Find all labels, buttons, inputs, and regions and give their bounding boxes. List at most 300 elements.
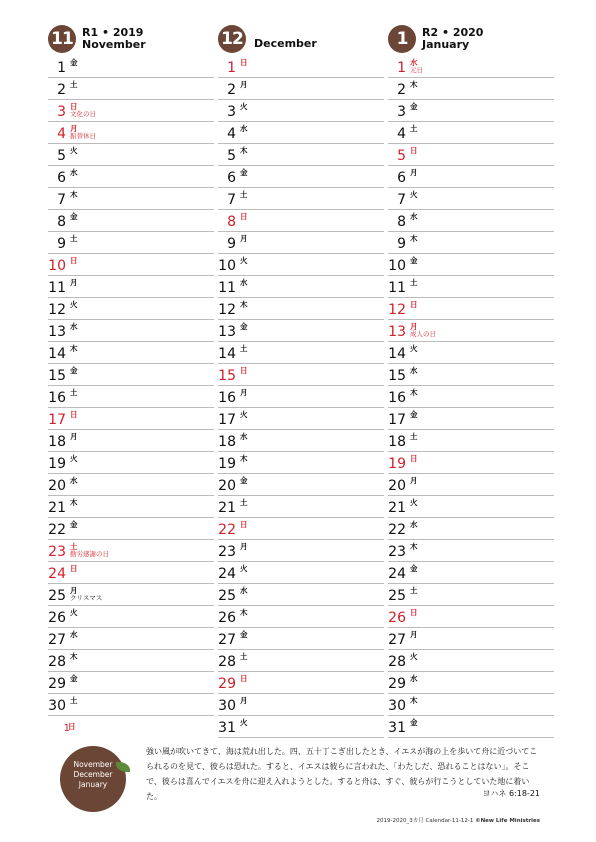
day-number: 9 (227, 236, 236, 252)
weekday-label: 土 (410, 586, 418, 595)
weekday-label: 木 (240, 300, 248, 309)
day-number: 2 (397, 82, 406, 98)
day-number: 22 (48, 522, 66, 538)
day-number: 8 (227, 214, 236, 230)
day-row (48, 474, 214, 496)
day-number: 3 (57, 104, 66, 120)
weekday-label: 日 (410, 146, 418, 155)
day-number: 21 (48, 500, 66, 516)
day-row (218, 364, 384, 386)
day-row (48, 540, 214, 562)
day-row (388, 56, 554, 78)
weekday-label: 日 (68, 722, 76, 731)
weekday-label: 火 (240, 410, 248, 419)
day-number: 17 (48, 412, 66, 428)
weekday-label: 木 (240, 608, 248, 617)
logo-november: November (73, 760, 113, 769)
day-row (218, 254, 384, 276)
day-row (388, 562, 554, 584)
day-number: 16 (218, 390, 236, 406)
day-row (388, 254, 554, 276)
day-row (48, 166, 214, 188)
day-number: 11 (48, 280, 66, 296)
day-row (388, 672, 554, 694)
day-row (48, 78, 214, 100)
footer-credit (377, 816, 540, 824)
day-row (48, 562, 214, 584)
weekday-label: 月 (410, 168, 418, 177)
day-number: 15 (388, 368, 406, 384)
day-number: 6 (397, 170, 406, 186)
weekday-label: 水 (240, 124, 248, 133)
day-row (218, 584, 384, 606)
day-row (48, 430, 214, 452)
weekday-label: 日 (410, 454, 418, 463)
weekday-label: 火 (240, 718, 248, 727)
day-number: 6 (57, 170, 66, 186)
day-row (48, 496, 214, 518)
weekday-label: 月 (70, 432, 78, 441)
day-number: 4 (397, 126, 406, 142)
holiday-label: 元日 (410, 66, 423, 74)
day-row (218, 518, 384, 540)
weekday-label: 日 (240, 212, 248, 221)
weekday-label: 月 (70, 124, 78, 133)
day-number: 31 (218, 720, 236, 736)
month-name: December (254, 37, 317, 50)
day-row (48, 342, 214, 364)
weekday-label: 木 (410, 80, 418, 89)
day-number: 29 (388, 676, 406, 692)
weekday-label: 月 (240, 234, 248, 243)
day-row (48, 628, 214, 650)
weekday-label: 木 (70, 344, 78, 353)
day-number: 15 (48, 368, 66, 384)
day-row (388, 298, 554, 320)
day-number: 1 (63, 723, 70, 734)
day-row (388, 232, 554, 254)
day-row (388, 606, 554, 628)
verse-section (60, 742, 540, 808)
weekday-label: 金 (410, 102, 418, 111)
day-number: 9 (57, 236, 66, 252)
day-row (388, 408, 554, 430)
day-number: 25 (388, 588, 406, 604)
day-number: 5 (227, 148, 236, 164)
weekday-label: 土 (240, 652, 248, 661)
day-row (218, 210, 384, 232)
month-logo (60, 746, 126, 812)
day-row (388, 628, 554, 650)
weekday-label: 月 (240, 542, 248, 551)
day-row (48, 122, 214, 144)
day-number: 8 (397, 214, 406, 230)
day-row (388, 166, 554, 188)
day-number: 27 (218, 632, 236, 648)
weekday-label: 日 (240, 674, 248, 683)
weekday-label: 火 (240, 102, 248, 111)
day-number: 22 (388, 522, 406, 538)
weekday-label: 金 (70, 58, 78, 67)
holiday-label: クリスマス (70, 594, 103, 602)
weekday-label: 月 (410, 630, 418, 639)
month-header (48, 25, 214, 53)
weekday-label: 水 (410, 366, 418, 375)
day-number: 19 (218, 456, 236, 472)
day-row (48, 694, 214, 716)
weekday-label: 金 (410, 564, 418, 573)
day-row (48, 518, 214, 540)
day-number: 23 (388, 544, 406, 560)
weekday-label: 日 (410, 608, 418, 617)
day-row (218, 650, 384, 672)
weekday-label: 月 (410, 476, 418, 485)
day-number: 20 (218, 478, 236, 494)
day-number: 30 (388, 698, 406, 714)
day-row (48, 210, 214, 232)
month-name: November (82, 38, 146, 51)
weekday-label: 日 (240, 58, 248, 67)
day-number: 13 (388, 324, 406, 340)
day-row (48, 672, 214, 694)
day-number: 5 (397, 148, 406, 164)
weekday-label: 水 (70, 630, 78, 639)
day-row (388, 144, 554, 166)
weekday-label: 金 (240, 322, 248, 331)
weekday-label: 火 (70, 146, 78, 155)
weekday-label: 土 (70, 388, 78, 397)
day-number: 28 (218, 654, 236, 670)
day-row (218, 166, 384, 188)
day-row (388, 474, 554, 496)
weekday-label: 火 (70, 300, 78, 309)
day-number: 13 (218, 324, 236, 340)
weekday-label: 火 (70, 454, 78, 463)
month-column-december (218, 25, 384, 738)
weekday-label: 木 (70, 498, 78, 507)
weekday-label: 金 (240, 630, 248, 639)
day-number: 1 (397, 60, 406, 76)
era-year: R1 • 2019 (82, 26, 144, 39)
day-row (218, 672, 384, 694)
day-number: 16 (48, 390, 66, 406)
month-header (388, 25, 554, 53)
weekday-label: 日 (70, 564, 78, 573)
day-number: 30 (48, 698, 66, 714)
weekday-label: 火 (410, 344, 418, 353)
weekday-label: 火 (410, 498, 418, 507)
day-row (388, 342, 554, 364)
weekday-label: 木 (410, 388, 418, 397)
day-row (218, 386, 384, 408)
day-number: 6 (227, 170, 236, 186)
weekday-label: 日 (70, 102, 78, 111)
weekday-label: 日 (240, 366, 248, 375)
day-row (48, 254, 214, 276)
day-row (388, 650, 554, 672)
weekday-label: 水 (240, 278, 248, 287)
weekday-label: 土 (410, 124, 418, 133)
weekday-label: 木 (70, 190, 78, 199)
day-row (218, 430, 384, 452)
day-row (388, 452, 554, 474)
month-badge: 11 (48, 25, 76, 53)
weekday-label: 木 (410, 696, 418, 705)
day-number: 25 (218, 588, 236, 604)
weekday-label: 土 (70, 80, 78, 89)
weekday-label: 木 (410, 234, 418, 243)
day-number: 7 (227, 192, 236, 208)
day-row (218, 474, 384, 496)
weekday-label: 土 (70, 696, 78, 705)
day-number: 31 (388, 720, 406, 736)
weekday-label: 金 (410, 410, 418, 419)
day-row (218, 540, 384, 562)
weekday-label: 水 (410, 674, 418, 683)
day-number: 17 (388, 412, 406, 428)
day-row (218, 298, 384, 320)
weekday-label: 水 (240, 586, 248, 595)
day-number: 18 (218, 434, 236, 450)
day-number: 24 (48, 566, 66, 582)
weekday-label: 水 (70, 322, 78, 331)
weekday-label: 月 (70, 278, 78, 287)
day-number: 3 (227, 104, 236, 120)
day-number: 27 (48, 632, 66, 648)
weekday-label: 水 (70, 476, 78, 485)
day-row (218, 496, 384, 518)
day-number: 24 (388, 566, 406, 582)
day-list (218, 56, 384, 738)
day-row (218, 716, 384, 738)
holiday-label: 文化の日 (70, 110, 96, 118)
day-number: 28 (48, 654, 66, 670)
day-row (218, 408, 384, 430)
day-row (48, 56, 214, 78)
weekday-label: 水 (410, 520, 418, 529)
day-number: 10 (388, 258, 406, 274)
day-number: 15 (218, 368, 236, 384)
day-row (218, 122, 384, 144)
weekday-label: 日 (410, 300, 418, 309)
day-row (48, 276, 214, 298)
day-number: 19 (48, 456, 66, 472)
weekday-label: 金 (410, 256, 418, 265)
day-number: 12 (48, 302, 66, 318)
day-number: 8 (57, 214, 66, 230)
month-badge: 1 (388, 25, 416, 53)
day-row (218, 78, 384, 100)
day-row (218, 320, 384, 342)
weekday-label: 金 (70, 520, 78, 529)
weekday-label: 月 (410, 322, 418, 331)
weekday-label: 日 (70, 256, 78, 265)
day-number: 11 (388, 280, 406, 296)
day-row (48, 386, 214, 408)
weekday-label: 月 (70, 586, 78, 595)
day-row (218, 694, 384, 716)
day-row (218, 452, 384, 474)
day-number: 19 (388, 456, 406, 472)
verse-reference: ヨハネ 6:18-21 (482, 789, 540, 798)
day-row (48, 320, 214, 342)
day-number: 30 (218, 698, 236, 714)
day-row (218, 628, 384, 650)
day-number: 11 (218, 280, 236, 296)
day-number: 21 (388, 500, 406, 516)
day-row (218, 232, 384, 254)
day-row (388, 518, 554, 540)
holiday-label: 成人の日 (410, 330, 436, 338)
day-number: 13 (48, 324, 66, 340)
day-number: 27 (388, 632, 406, 648)
weekday-label: 土 (240, 498, 248, 507)
weekday-label: 水 (410, 58, 418, 67)
day-number: 9 (397, 236, 406, 252)
weekday-label: 木 (70, 652, 78, 661)
holiday-label: 勤労感謝の日 (70, 550, 109, 558)
month-header (218, 25, 384, 53)
day-row (218, 276, 384, 298)
day-row (48, 100, 214, 122)
day-row (388, 320, 554, 342)
day-number: 17 (218, 412, 236, 428)
day-row (388, 430, 554, 452)
weekday-label: 土 (240, 344, 248, 353)
weekday-label: 土 (410, 278, 418, 287)
day-row (218, 562, 384, 584)
day-number: 7 (397, 192, 406, 208)
weekday-label: 金 (70, 366, 78, 375)
day-row (48, 606, 214, 628)
day-number: 7 (57, 192, 66, 208)
weekday-label: 土 (70, 234, 78, 243)
day-row (388, 276, 554, 298)
day-number: 3 (397, 104, 406, 120)
day-list (48, 56, 214, 738)
day-number: 10 (218, 258, 236, 274)
day-number: 25 (48, 588, 66, 604)
day-row (218, 606, 384, 628)
day-row (218, 188, 384, 210)
day-number: 20 (48, 478, 66, 494)
day-row (218, 56, 384, 78)
weekday-label: 火 (410, 652, 418, 661)
day-number: 24 (218, 566, 236, 582)
day-row (388, 496, 554, 518)
weekday-label: 日 (70, 410, 78, 419)
weekday-label: 土 (240, 190, 248, 199)
day-number: 29 (218, 676, 236, 692)
brand-name: ©New Life Ministries (475, 818, 540, 824)
weekday-label: 月 (240, 80, 248, 89)
day-row (388, 364, 554, 386)
day-row (388, 716, 554, 738)
day-number: 23 (218, 544, 236, 560)
day-row (48, 452, 214, 474)
day-number: 14 (48, 346, 66, 362)
day-number: 18 (48, 434, 66, 450)
day-row (388, 100, 554, 122)
day-number: 29 (48, 676, 66, 692)
weekday-label: 土 (410, 432, 418, 441)
day-number: 22 (218, 522, 236, 538)
day-number: 26 (218, 610, 236, 626)
day-row (218, 144, 384, 166)
weekday-label: 火 (70, 608, 78, 617)
logo-december: December (73, 770, 113, 779)
day-number: 18 (388, 434, 406, 450)
day-number: 2 (227, 82, 236, 98)
weekday-label: 金 (240, 476, 248, 485)
month-badge: 12 (218, 25, 246, 53)
logo-january: January (78, 780, 108, 789)
day-row (48, 188, 214, 210)
day-row (48, 716, 214, 738)
weekday-label: 水 (240, 432, 248, 441)
weekday-label: 月 (240, 696, 248, 705)
day-number: 2 (57, 82, 66, 98)
day-row (388, 188, 554, 210)
day-number: 26 (48, 610, 66, 626)
day-number: 1 (57, 60, 66, 76)
day-number: 14 (388, 346, 406, 362)
day-number: 14 (218, 346, 236, 362)
day-number: 23 (48, 544, 66, 560)
day-row (218, 100, 384, 122)
weekday-label: 火 (240, 256, 248, 265)
day-number: 20 (388, 478, 406, 494)
weekday-label: 日 (240, 520, 248, 529)
day-number: 4 (57, 126, 66, 142)
day-row (388, 694, 554, 716)
day-row (48, 364, 214, 386)
day-number: 1 (227, 60, 236, 76)
weekday-label: 金 (70, 212, 78, 221)
weekday-label: 火 (410, 190, 418, 199)
day-row (388, 540, 554, 562)
holiday-label: 振替休日 (70, 132, 96, 140)
day-number: 26 (388, 610, 406, 626)
day-number: 16 (388, 390, 406, 406)
weekday-label: 水 (410, 212, 418, 221)
day-row (388, 584, 554, 606)
weekday-label: 火 (240, 564, 248, 573)
day-list (388, 56, 554, 738)
weekday-label: 土 (70, 542, 78, 551)
day-row (218, 342, 384, 364)
day-row (388, 210, 554, 232)
weekday-label: 金 (410, 718, 418, 727)
era-year: R2 • 2020 (422, 26, 484, 39)
day-row (48, 144, 214, 166)
day-row (48, 232, 214, 254)
weekday-label: 木 (240, 454, 248, 463)
day-number: 12 (388, 302, 406, 318)
month-name: January (422, 38, 470, 51)
file-name: 2019-2020_3カ月 Calendar-11-12-1 (376, 818, 474, 824)
day-number: 5 (57, 148, 66, 164)
day-row (48, 584, 214, 606)
day-number: 4 (227, 126, 236, 142)
weekday-label: 月 (240, 388, 248, 397)
day-number: 28 (388, 654, 406, 670)
weekday-label: 金 (240, 168, 248, 177)
day-row (388, 386, 554, 408)
weekday-label: 金 (70, 674, 78, 683)
month-column-november (48, 25, 214, 738)
day-row (48, 408, 214, 430)
